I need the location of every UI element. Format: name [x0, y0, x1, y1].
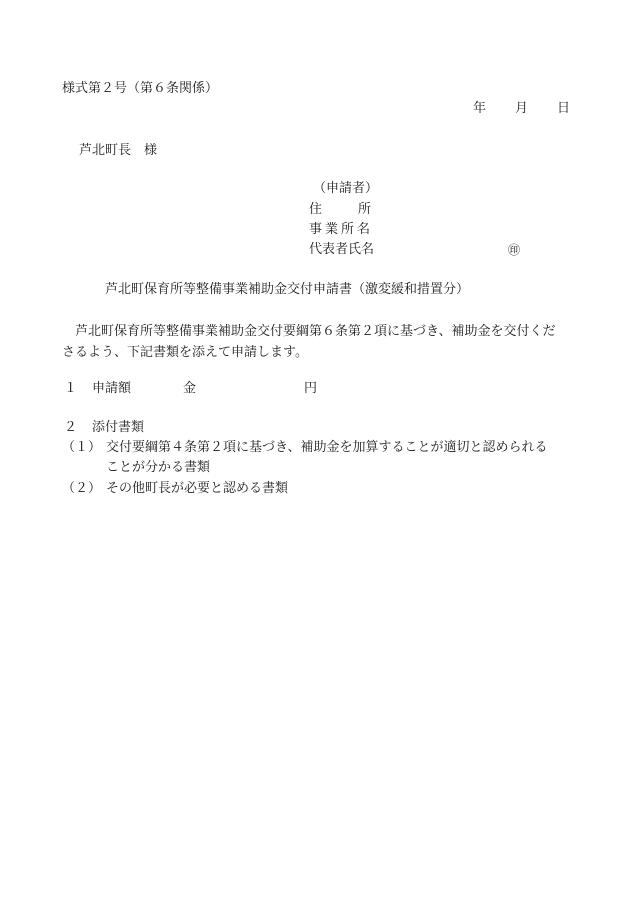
subitem1-line2: ことが分かる書類 — [106, 460, 211, 475]
item1-kin-label: 金 — [183, 381, 197, 396]
item2-label: 添付書類 — [92, 420, 145, 435]
applicant-heading: （申請者） — [313, 181, 379, 196]
address-label — [309, 202, 371, 218]
date-day-label: 日 — [557, 101, 571, 116]
document-title: 芦北町保育所等整備事業補助金交付申請書（激変緩和措置分） — [105, 282, 470, 297]
item1-number: １ — [64, 381, 78, 396]
address-label-part2: 所 — [358, 202, 372, 217]
form-number: 様式第２号（第６条関係） — [62, 81, 219, 96]
subitem1-number: （１） — [62, 440, 102, 455]
addressee: 芦北町長 様 — [79, 143, 158, 158]
item1-yen-label: 円 — [304, 381, 318, 396]
office-name-label: 事業所名 — [309, 222, 374, 237]
address-label-part1: 住 — [309, 202, 323, 217]
item2-number: ２ — [64, 420, 78, 435]
seal-icon: ㊞ — [508, 243, 521, 257]
representative-name-label: 代表者氏名 — [309, 242, 375, 257]
subitem2-line1: その他町長が必要と認める書類 — [106, 481, 289, 496]
item1-label: 申請額 — [92, 381, 132, 396]
body-paragraph: 芦北町保育所等整備事業補助金交付要綱第６条第２項に基づき、補助金を交付くださるよう、下記書類を添えて申請します。 — [62, 324, 556, 360]
subitem2-number: （２） — [62, 481, 102, 496]
subitem1-line1: 交付要綱第４条第２項に基づき、補助金を加算することが適切と認められる — [106, 440, 548, 455]
date-month-label: 月 — [515, 101, 529, 116]
date-year-label: 年 — [473, 101, 487, 116]
